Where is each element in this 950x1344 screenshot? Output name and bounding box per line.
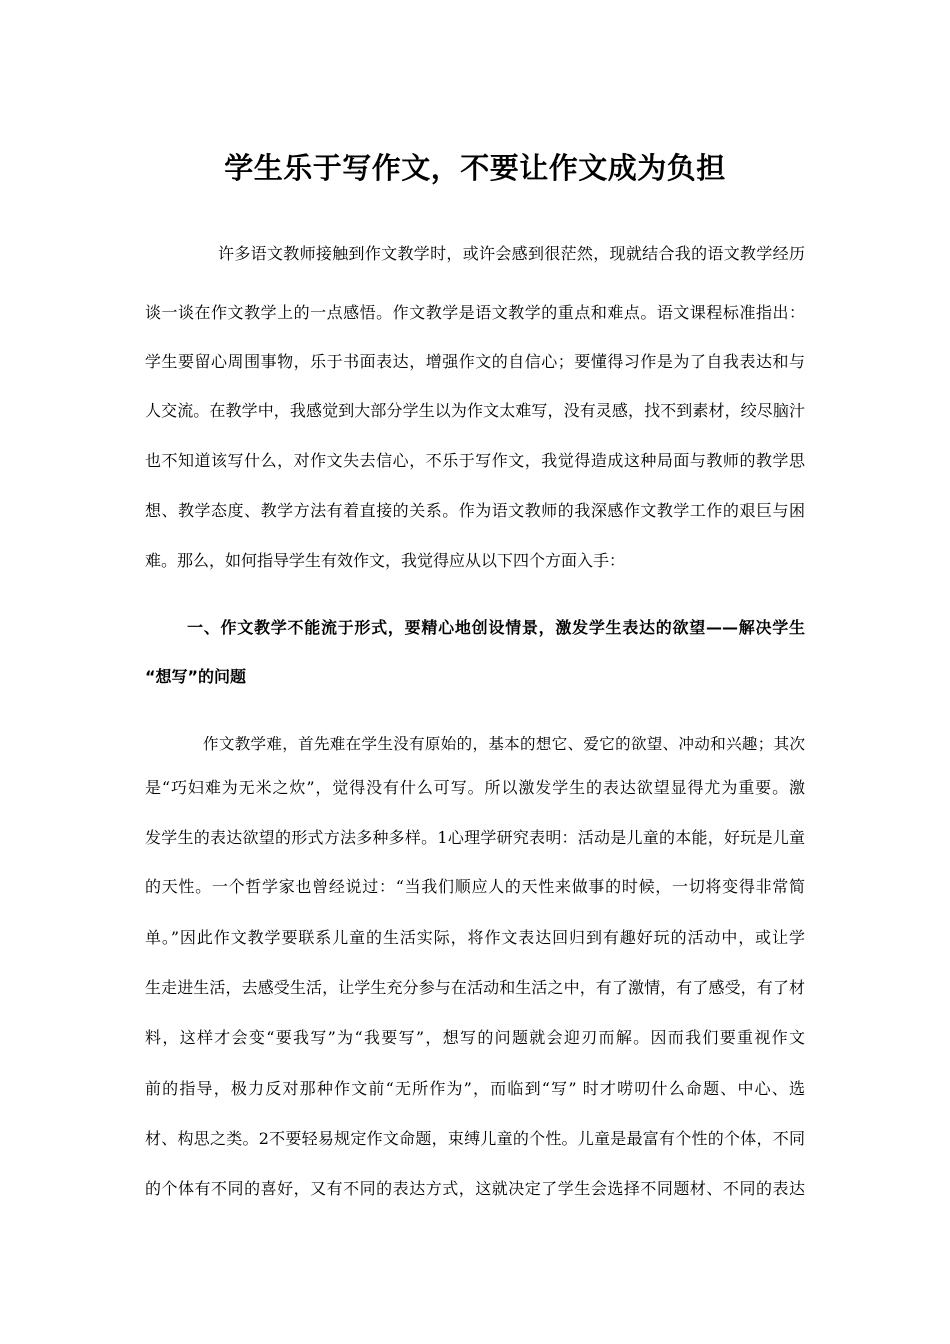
paragraph-line: 学生要留心周围事物，乐于书面表达，增强作文的自信心；要懂得习作是为了自我表达和与 [145,352,805,371]
paragraph-line: 单。”因此作文教学要联系儿童的生活实际，将作文表达回归到有趣好玩的活动中，或让学 [145,928,805,947]
paragraph-line: 难。那么，如何指导学生有效作文，我觉得应从以下四个方面入手： [145,551,626,570]
paragraph-line: 前的指导，极力反对那种作文前“无所作为”，而临到“写” 时才唠叨什么命题、中心、选 [145,1079,805,1098]
paragraph-line: 的个体有不同的喜好，又有不同的表达方式，这就决定了学生会选择不同题材、不同的表达 [145,1179,805,1198]
paragraph-line: 谈一谈在作文教学上的一点感悟。作文教学是语文教学的重点和难点。语文课程标准指出： [145,303,805,322]
paragraph-line: 发学生的表达欲望的形式方法多种多样。1心理学研究表明：活动是儿童的本能，好玩是儿童 [145,828,805,847]
paragraph-line: 生走进生活，去感受生活，让学生充分参与在活动和生活之中，有了激情，有了感受，有了材 [145,978,805,997]
paragraph-line: 人交流。在教学中，我感觉到大部分学生以为作文太难写，没有灵感，找不到素材，绞尽脑汁 [145,401,805,420]
paragraph-line: 也不知道该写什么，对作文失去信心，不乐于写作文，我觉得造成这种局面与教师的教学思 [145,451,805,470]
paragraph-line: 是“巧妇难为无米之炊”，觉得没有什么可写。所以激发学生的表达欲望显得尤为重要。激 [145,778,805,797]
paragraph-line: 材、构思之类。2不要轻易规定作文命题，束缚儿童的个性。儿童是最富有个性的个体，不同 [145,1129,805,1148]
paragraph-line: 的天性。一个哲学家也曾经说过：“当我们顺应人的天性来做事的时候，一切将变得非常简 [145,877,805,896]
section-heading: 一、作文教学不能流于形式，要精心地创设情景，激发学生表达的欲望——解决学生 [187,618,805,637]
document-title: 学生乐于写作文，不要让作文成为负担 [224,151,726,185]
paragraph-line: 许多语文教师接触到作文教学时，或许会感到很茫然，现就结合我的语文教学经历 [218,244,805,263]
paragraph-line: 料，这样才会变“要我写”为“我要写”，想写的问题就会迎刃而解。因而我们要重视作文 [145,1028,805,1047]
section-heading: “想写”的问题 [145,667,247,686]
paragraph-line: 想、教学态度、教学方法有着直接的关系。作为语文教师的我深感作文教学工作的艰巨与困 [145,501,805,520]
paragraph-line: 作文教学难，首先难在学生没有原始的，基本的想它、爱它的欲望、冲动和兴趣；其次 [203,735,805,753]
